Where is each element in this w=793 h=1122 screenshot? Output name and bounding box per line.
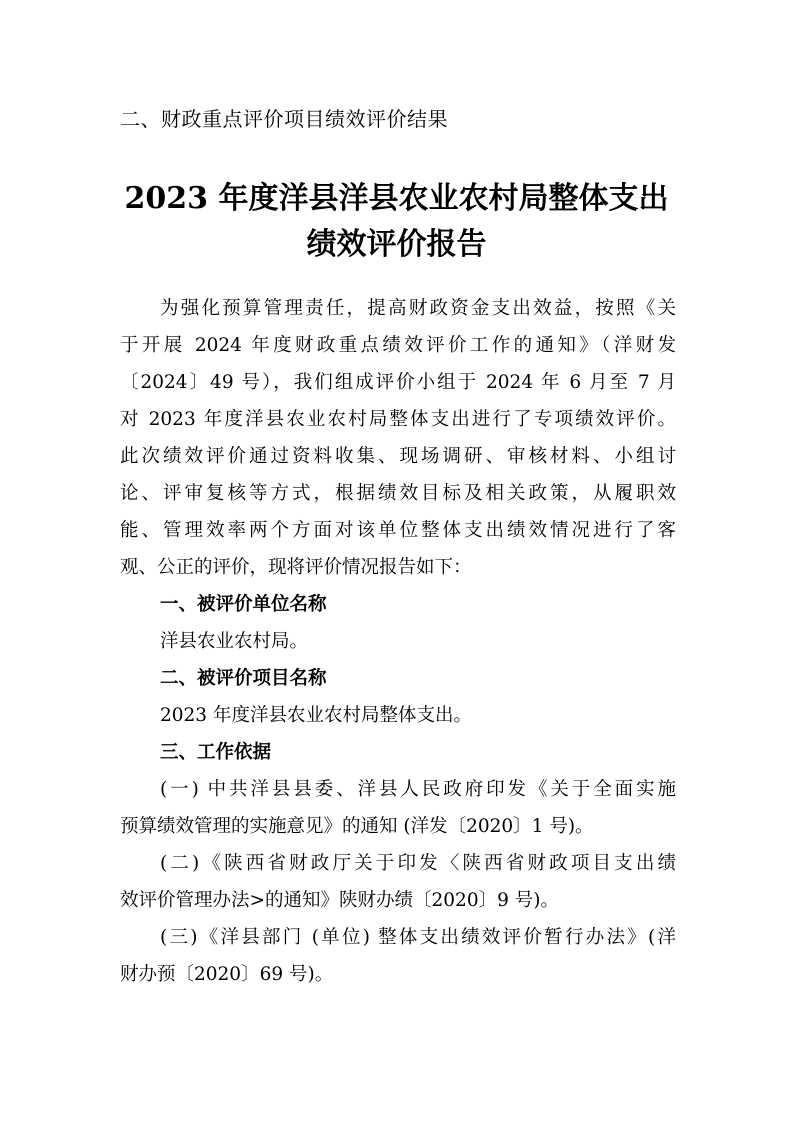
intro-line: 〔2024〕49 号），我们组成评价小组于 2024 年 6 月至 7 月: [120, 372, 676, 393]
intro-line: 为强化预算管理责任，提高财政资金支出效益，按照《关: [160, 298, 676, 319]
intro-line: 于开展 2024 年度财政重点绩效评价工作的通知》（洋财发: [120, 335, 676, 356]
section-1-text: 洋县农业农村局。: [160, 631, 309, 652]
intro-line: 此次绩效评价通过资料收集、现场调研、审核材料、小组讨: [120, 446, 676, 467]
basis-line: 预算绩效管理的实施意见》的通知 (洋发〔2020〕1 号)。: [120, 816, 594, 837]
section-2-heading: 二、被评价项目名称: [160, 668, 327, 689]
intro-line: 观、公正的评价，现将评价情况报告如下：: [120, 557, 472, 578]
basis-line: (二)《陕西省财政厅关于印发〈陕西省财政项目支出绩: [160, 853, 676, 874]
intro-line: 对 2023 年度洋县农业农村局整体支出进行了专项绩效评价。: [120, 409, 676, 430]
report-body: [120, 290, 676, 993]
intro-line: 能、管理效率两个方面对该单位整体支出绩效情况进行了客: [120, 520, 676, 541]
report-title-line-2: 绩效评价报告: [306, 227, 487, 262]
basis-line: (三)《洋县部门 (单位) 整体支出绩效评价暂行办法》(洋: [160, 927, 676, 948]
top-section-heading: 二、财政重点评价项目绩效评价结果: [120, 107, 448, 131]
intro-line: 论、评审复核等方式，根据绩效目标及相关政策，从履职效: [120, 483, 676, 504]
basis-line: 效评价管理办法>的通知》陕财办绩〔2020〕9 号)。: [120, 890, 559, 911]
basis-line: (一) 中共洋县县委、洋县人民政府印发《关于全面实施: [160, 779, 676, 800]
section-1-heading: 一、被评价单位名称: [160, 594, 327, 615]
section-3-heading: 三、工作依据: [160, 742, 272, 763]
report-title-line-1: 2023 年度洋县洋县农业农村局整体支出: [124, 181, 669, 216]
basis-line: 财办预〔2020〕69 号)。: [120, 964, 334, 985]
section-2-text: 2023 年度洋县农业农村局整体支出。: [160, 705, 472, 726]
